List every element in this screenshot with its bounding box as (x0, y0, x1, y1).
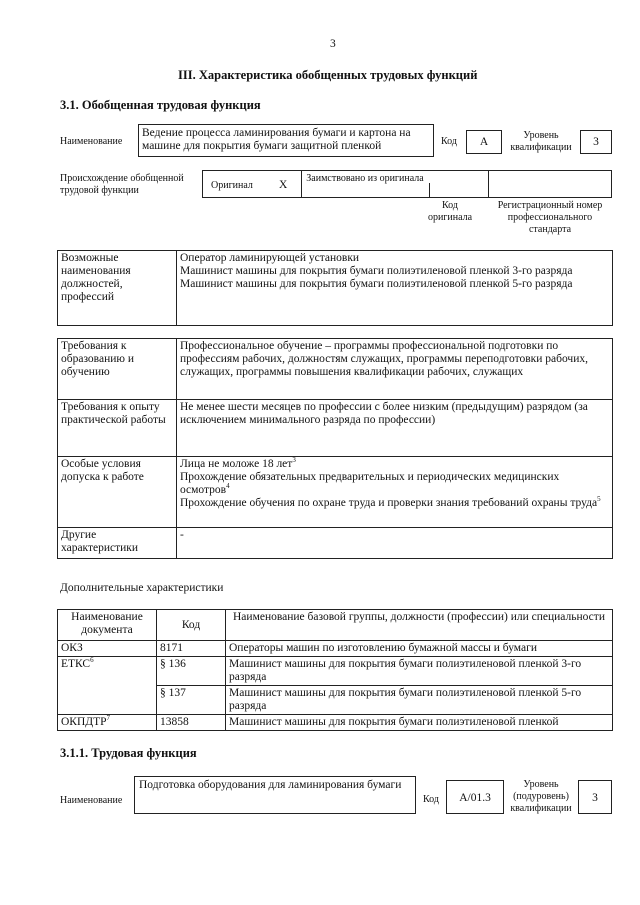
tf-name-label: Наименование (60, 795, 123, 806)
other-value: - (177, 528, 613, 559)
other-label: Другие характеристики (58, 528, 177, 559)
footnote-ref: 3 (292, 456, 296, 465)
table-row (58, 715, 613, 731)
origin-label: Происхождение обобщенной трудовой функции (60, 173, 184, 196)
etks-label-cell (58, 657, 157, 715)
cond-value (177, 457, 613, 528)
tf-code-value: A/01.3 (446, 780, 504, 814)
okpdtr-label-cell (58, 715, 157, 731)
additional-table (57, 609, 613, 731)
positions-table (57, 250, 613, 326)
okpdtr-label: ОКПДТР (61, 716, 107, 728)
edu-label: Требования к образованию и обучению (58, 339, 177, 400)
origin-reg-label: Регистрационный номер профессионального стандарта (497, 200, 603, 235)
edu-value: Профессиональное обучение – программы профессиональной подготовки по профессиям рабочих, должностям служащих, программы переподготовки рабочих, служащих, программы повышения квалификации рабочих, служащих (177, 339, 613, 400)
section-title: III. Характеристика обобщенных трудовых функций (178, 68, 478, 82)
footnote-ref: 6 (90, 656, 94, 665)
table-row (58, 657, 613, 686)
subsection-title: 3.1. Обобщенная трудовая функция (60, 98, 261, 112)
page-number: 3 (330, 38, 336, 50)
col-header-doc: Наименование документа (58, 610, 157, 641)
tf-title: 3.1.1. Трудовая функция (60, 746, 197, 760)
cond-item: Прохождение обучения по охране труда и проверки знания требований охраны труда (180, 497, 598, 509)
tf-code-label: Код (423, 794, 439, 805)
etks-1-code: § 136 (157, 657, 226, 686)
col-header-name: Наименование базовой группы, должности (профессии) или специальности (226, 610, 613, 641)
position-item: Машинист машины для покрытия бумаги полиэтиленовой пленкой 5-го разряда (180, 278, 573, 290)
origin-original-mark: X (279, 179, 288, 191)
okz-code: 8171 (157, 641, 226, 657)
okpdtr-name: Машинист машины для покрытия бумаги полиэтиленовой пленкой (226, 715, 613, 731)
okz-name: Операторы машин по изготовлению бумажной массы и бумаги (226, 641, 613, 657)
gtf-level-label: Уровень квалификации (510, 130, 572, 153)
etks-2-code: § 137 (157, 686, 226, 715)
origin-code-label: Код оригинала (427, 200, 473, 223)
position-item: Оператор ламинирующей установки (180, 252, 360, 264)
tf-level-label: Уровень (подуровень) квалификации (510, 779, 572, 814)
okpdtr-code: 13858 (157, 715, 226, 731)
origin-borrowed-label: Заимствовано из оригинала (306, 173, 424, 184)
origin-original-label: Оригинал (211, 180, 253, 191)
okz-label: ОКЗ (58, 641, 157, 657)
etks-label: ЕТКС (61, 658, 91, 670)
cond-item: Прохождение обязательных предварительных и периодических медицинских осмотров (180, 471, 560, 496)
tf-level-value: 3 (578, 780, 612, 814)
tf-name-value: Подготовка оборудования для ламинирования бумаги (134, 776, 416, 814)
divider (488, 171, 489, 198)
col-header-code: Код (157, 610, 226, 641)
footnote-ref: 7 (106, 714, 111, 723)
cond-item: Лица не моложе 18 лет (180, 458, 293, 470)
etks-1-name: Машинист машины для покрытия бумаги полиэтиленовой пленкой 3-го разряда (226, 657, 613, 686)
positions-label: Возможные наименования должностей, профессий (58, 251, 177, 326)
position-item: Машинист машины для покрытия бумаги полиэтиленовой пленкой 3-го разряда (180, 265, 573, 277)
etks-2-name: Машинист машины для покрытия бумаги полиэтиленовой пленкой 5-го разряда (226, 686, 613, 715)
exp-value: Не менее шести месяцев по профессии с более низким (предыдущим) разрядом (за исключением минимального разряда по профессии) (177, 400, 613, 457)
positions-list (177, 251, 613, 326)
gtf-name-label: Наименование (60, 136, 123, 147)
additional-title: Дополнительные характеристики (60, 582, 224, 594)
gtf-level-value: 3 (580, 130, 612, 154)
gtf-name-value: Ведение процесса ламинирования бумаги и картона на машине для покрытия бумаги защитной пленкой (138, 124, 434, 157)
cond-label: Особые условия допуска к работе (58, 457, 177, 528)
exp-label: Требования к опыту практической работы (58, 400, 177, 457)
requirements-table (57, 338, 613, 559)
divider (429, 183, 430, 198)
footnote-ref: 4 (226, 482, 230, 491)
divider (301, 171, 302, 198)
table-row (58, 641, 613, 657)
gtf-code-label: Код (441, 136, 457, 147)
gtf-code-value: A (466, 130, 502, 154)
origin-box (202, 170, 612, 198)
footnote-ref: 5 (597, 495, 601, 504)
